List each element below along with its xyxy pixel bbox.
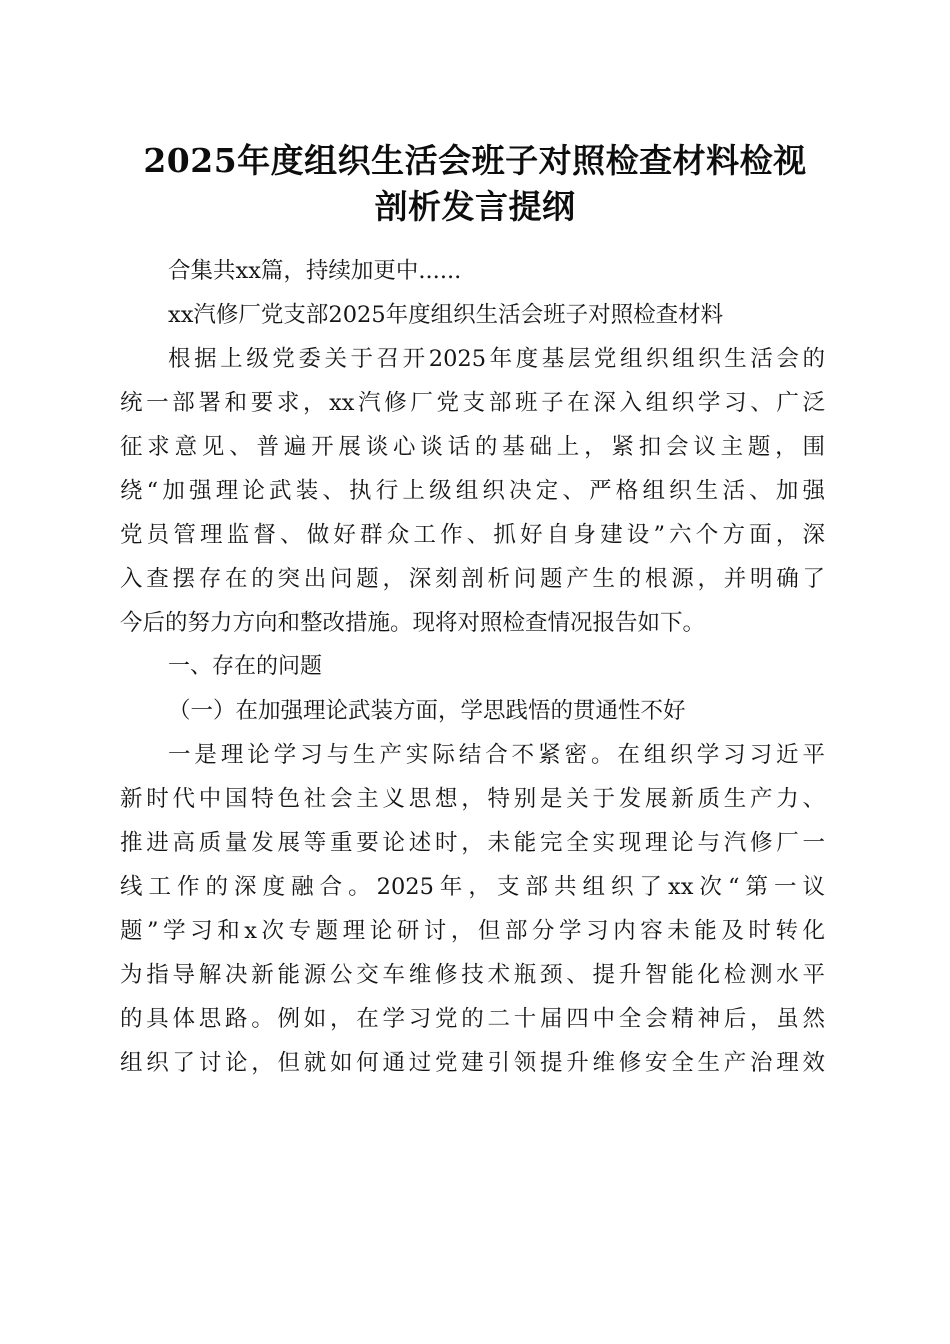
paragraph-line: 新时代中国特色社会主义思想，特别是关于发展新质生产力、 — [120, 786, 825, 812]
paragraph-line: 的具体思路。例如，在学习党的二十届四中全会精神后，虽然 — [120, 1006, 825, 1032]
document-title-line-1: 2025年度组织生活会班子对照检查材料检视 — [143, 141, 807, 180]
paragraph-line: 组织了讨论，但就如何通过党建引领提升维修安全生产治理效 — [120, 1050, 825, 1076]
material-subtitle: xx汽修厂党支部2025年度组织生活会班子对照检查材料 — [168, 302, 724, 328]
paragraph-line: 党员管理监督、做好群众工作、抓好自身建设”六个方面，深 — [120, 522, 825, 548]
paragraph-line: 为指导解决新能源公交车维修技术瓶颈、提升智能化检测水平 — [120, 962, 825, 988]
paragraph-line: 统一部署和要求，xx汽修厂党支部班子在深入组织学习、广泛 — [120, 390, 825, 416]
document-title-line-2: 剖析发言提纲 — [374, 187, 576, 226]
paragraph-line: 一是理论学习与生产实际结合不紧密。在组织学习习近平 — [168, 742, 825, 768]
paragraph-line: 推进高质量发展等重要论述时，未能完全实现理论与汽修厂一 — [120, 830, 825, 856]
paragraph-line: 题”学习和x次专题理论研讨，但部分学习内容未能及时转化 — [120, 918, 825, 944]
paragraph-line: 今后的努力方向和整改措施。现将对照检查情况报告如下。 — [120, 610, 706, 636]
paragraph-line: 线工作的深度融合。2025年，支部共组织了xx次“第一议 — [120, 874, 825, 900]
paragraph-line: 入查摆存在的突出问题，深刻剖析问题产生的根源，并明确了 — [120, 566, 825, 592]
subsection-heading: （一）在加强理论武装方面，学思践悟的贯通性不好 — [168, 698, 686, 724]
paragraph-line: 征求意见、普遍开展谈心谈话的基础上，紧扣会议主题，围 — [120, 434, 825, 460]
section-heading: 一、存在的问题 — [168, 654, 323, 679]
collection-note: 合集共xx篇，持续加更中...... — [168, 258, 462, 284]
paragraph-line: 绕“加强理论武装、执行上级组织决定、严格组织生活、加强 — [120, 478, 825, 504]
paragraph-line: 根据上级党委关于召开2025年度基层党组织组织生活会的 — [168, 346, 825, 372]
document-body — [120, 249, 825, 1085]
